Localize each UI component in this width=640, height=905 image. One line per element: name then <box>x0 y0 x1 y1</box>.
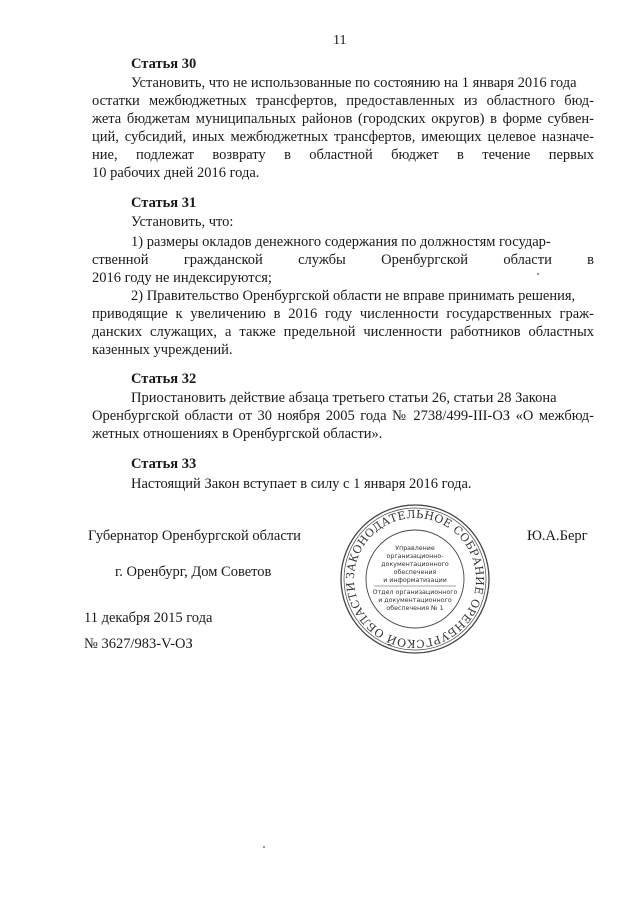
svg-text:обеспечения: обеспечения <box>393 569 437 576</box>
governor-title: Губернатор Оренбургской области <box>88 528 301 544</box>
article-33-heading: Статья 33 <box>131 456 197 472</box>
article-31-line: данских служащих, а также предельной численности работников областных <box>92 324 594 340</box>
article-30-line: Установить, что не использованные по состоянию на 1 января 2016 года <box>131 75 577 91</box>
article-32-line: Приостановить действие абзаца третьего статьи 26, статьи 28 Закона <box>131 390 557 406</box>
svg-text:документационного: документационного <box>381 561 449 568</box>
official-seal <box>339 503 491 655</box>
place: г. Оренбург, Дом Советов <box>115 564 272 580</box>
svg-text:Отдел организационного: Отдел организационного <box>372 589 458 596</box>
page-number: 11 <box>333 33 347 48</box>
article-30-line: ние, подлежат возврату в областной бюджет в течение первых <box>92 147 594 163</box>
article-30-line: жета бюджетам муниципальных районов (городских округов) в форме субвен- <box>92 111 594 127</box>
svg-text:и документационного: и документационного <box>378 597 452 604</box>
scan-speck <box>263 846 265 848</box>
svg-text:и информатизации: и информатизации <box>383 577 447 584</box>
article-30-line: ций, субсидий, иных межбюджетных трансфертов, имеющих целевое назначе- <box>92 129 594 145</box>
svg-text:обеспечения № 1: обеспечения № 1 <box>386 605 444 612</box>
article-31-line: Установить, что: <box>131 214 234 230</box>
svg-text:организационно-: организационно- <box>386 553 444 560</box>
article-31-line: 2016 году не индексируются; <box>92 270 272 286</box>
article-31-line: 1) размеры окладов денежного содержания по должностям государ- <box>131 234 551 250</box>
article-30-line: 10 рабочих дней 2016 года. <box>92 165 260 181</box>
article-30-heading: Статья 30 <box>131 56 197 72</box>
svg-text:Управление: Управление <box>395 545 435 552</box>
article-31-heading: Статья 31 <box>131 195 197 211</box>
scan-speck <box>537 273 539 275</box>
article-31-line: приводящие к увеличению в 2016 году численности государственных граж- <box>92 306 594 322</box>
article-30-line: остатки межбюджетных трансфертов, предоставленных из областного бюд- <box>92 93 594 109</box>
law-number: № 3627/983-V-ОЗ <box>84 636 193 652</box>
article-32-line: жетных отношениях в Оренбургской области». <box>92 426 383 442</box>
signing-date: 11 декабря 2015 года <box>84 610 213 626</box>
svg-text:ЗАКОНОДАТЕЛЬНОЕ СОБРАНИЕ ОРЕНБ: ЗАКОНОДАТЕЛЬНОЕ СОБРАНИЕ ОРЕНБУРГСКОЙ ОБЛАСТИ <box>343 507 487 651</box>
article-33-line: Настоящий Закон вступает в силу с 1 января 2016 года. <box>131 476 472 492</box>
article-32-line: Оренбургской области от 30 ноября 2005 года № 2738/499-III-ОЗ «О межбюд- <box>92 408 594 424</box>
article-31-line: казенных учреждений. <box>92 342 233 358</box>
governor-name: Ю.А.Берг <box>527 528 588 544</box>
article-31-line: ственной гражданской службы Оренбургской области в <box>92 252 594 268</box>
article-32-heading: Статья 32 <box>131 371 197 387</box>
article-31-line: 2) Правительство Оренбургской области не вправе принимать решения, <box>131 288 576 304</box>
